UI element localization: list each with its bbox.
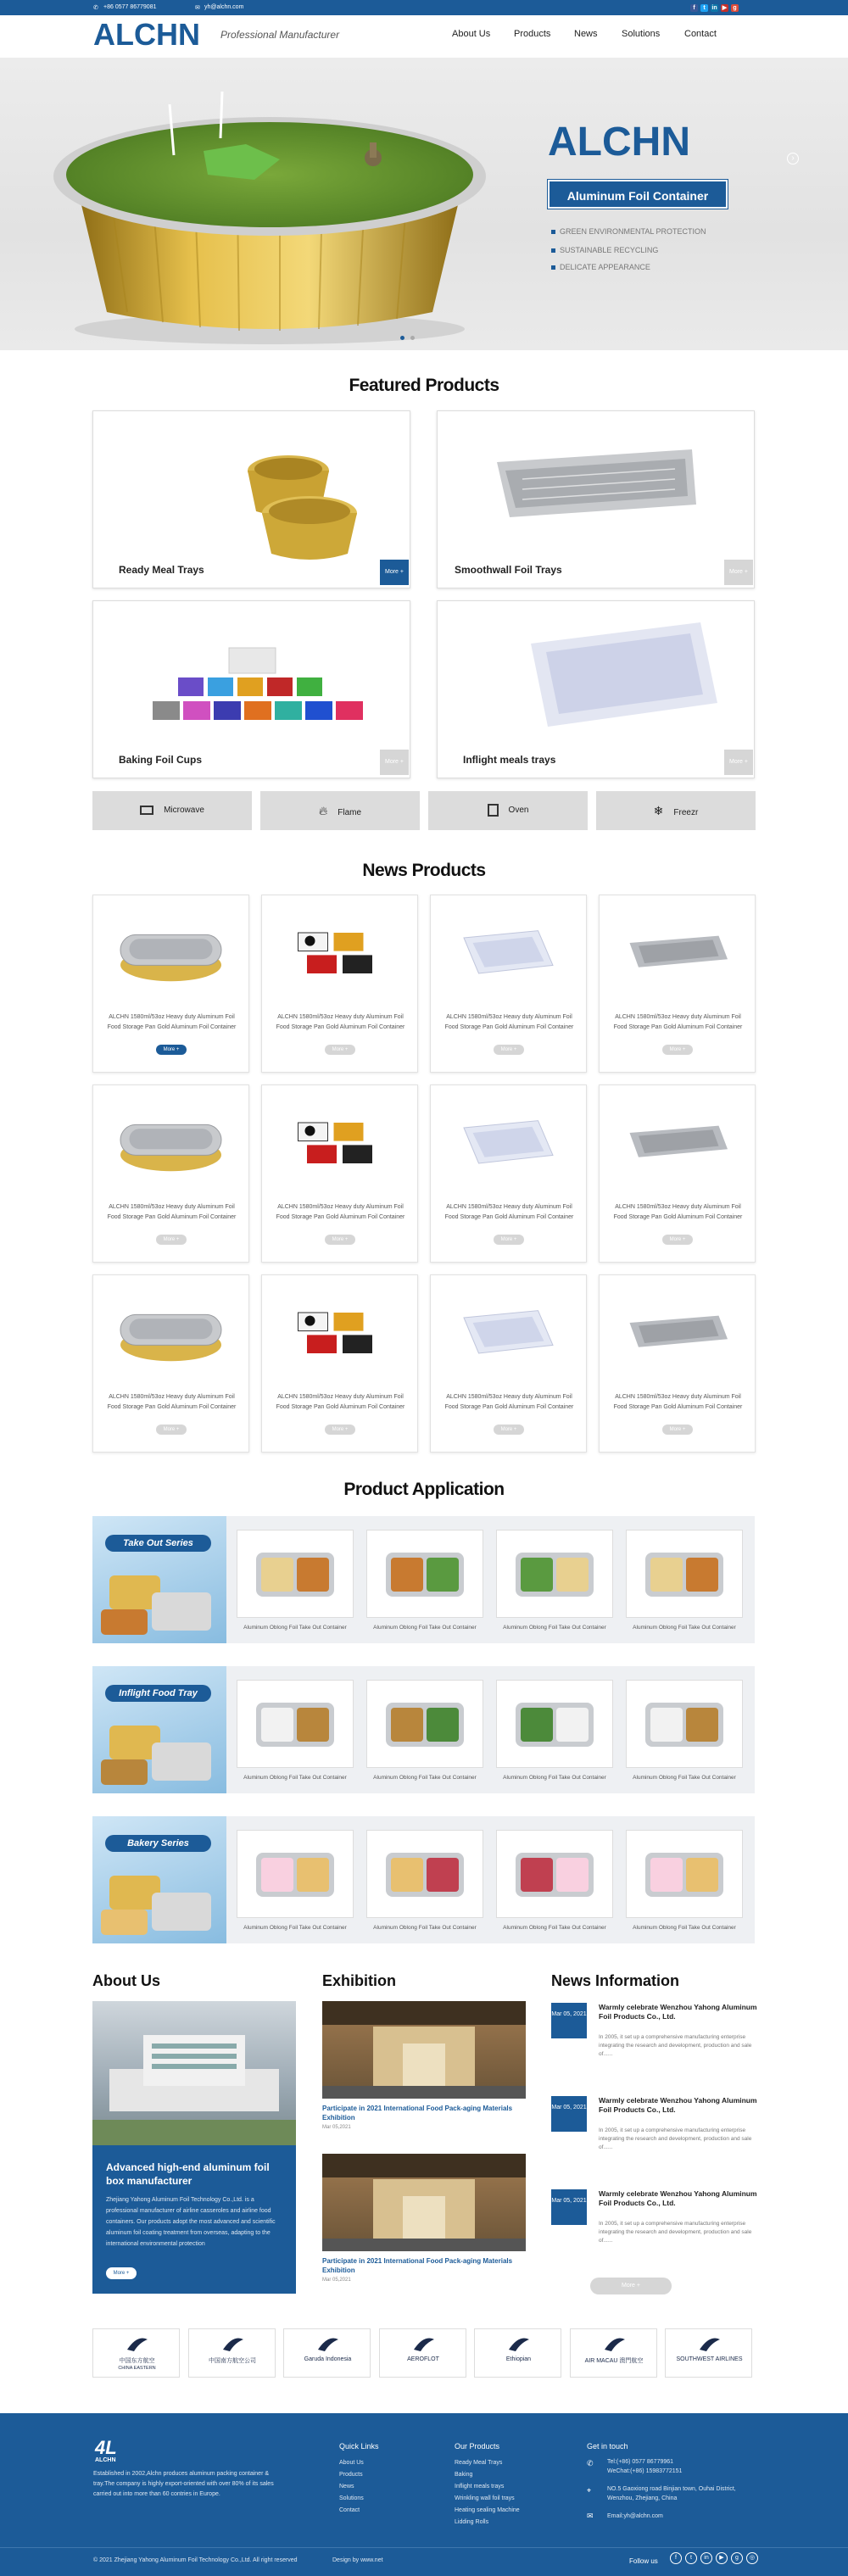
bullet-dot (551, 230, 555, 234)
news-date-badge: Mar 05, 2021 (551, 2003, 587, 2038)
feature-label: Oven (508, 806, 529, 815)
product-image (97, 902, 245, 1004)
news-summary: In 2005, it set up a comprehensive manufacturing enterprise integrating the research and development, production and sale of...... (599, 2034, 752, 2057)
gold-tray-image (93, 411, 410, 588)
exhibition-hall-image (322, 2154, 526, 2251)
location-icon: ⌖ (587, 2486, 592, 2495)
snowflake-icon: ❄ (653, 804, 664, 817)
application-thumb[interactable] (237, 1680, 354, 1768)
airline-logo-icon (603, 2334, 627, 2353)
product-caption: ALCHN 1580ml/53oz Heavy duty Aluminum Foil Food Storage Pan Gold Aluminum Foil Container (107, 1014, 237, 1030)
product-image (603, 1282, 751, 1384)
about-title: About Us (92, 1972, 160, 1989)
more-button[interactable]: More + (724, 750, 753, 775)
feature-oven[interactable] (428, 791, 588, 830)
product-caption: ALCHN 1580ml/53oz Heavy duty Aluminum Foil Food Storage Pan Gold Aluminum Foil Container (276, 1394, 405, 1410)
application-caption: Aluminum Oblong Foil Take Out Container (373, 1925, 477, 1931)
copyright: © 2021 Zhejiang Yahong Aluminum Foil Technology Co.,Ltd. All right reserved (93, 2557, 298, 2563)
instagram-icon[interactable]: ◎ (746, 2552, 758, 2564)
product-label: Inflight meals trays (463, 754, 556, 766)
product-card[interactable] (430, 1274, 587, 1452)
facebook-icon[interactable]: f (670, 2552, 682, 2564)
nav-solutions[interactable]: Solutions (622, 29, 661, 39)
factory-building-image (92, 2001, 296, 2145)
about-text: Zhejiang Yahong Aluminum Foil Technology Co.,Ltd. is a professional manufacturer of airline casseroles and airline food containers. Our products adopt the most advanced and scientific aluminum foil coating treatment from overseas, adapting to the international environmental protection (106, 2197, 276, 2247)
product-caption: ALCHN 1580ml/53oz Heavy duty Aluminum Foil Food Storage Pan Gold Aluminum Foil Container (107, 1394, 237, 1410)
more-button[interactable]: More + (662, 1045, 693, 1055)
top-email[interactable]: yh@alchn.com (204, 4, 244, 10)
application-thumb[interactable] (496, 1530, 613, 1618)
partner-logo[interactable] (570, 2328, 657, 2378)
footer-link[interactable]: Baking (455, 2472, 473, 2478)
top-bar (0, 0, 848, 15)
more-button[interactable]: More + (662, 1425, 693, 1435)
application-thumb[interactable] (366, 1530, 483, 1618)
quick-links-title: Quick Links (339, 2442, 379, 2451)
footer-logo[interactable]: ALCHN (95, 2457, 116, 2463)
product-image (97, 1092, 245, 1194)
banner-next-arrow[interactable]: › (787, 153, 799, 164)
application-thumb[interactable] (496, 1830, 613, 1918)
partner-name: Garuda Indonesia (304, 2356, 352, 2362)
twitter-icon[interactable]: t (700, 4, 708, 12)
application-caption: Aluminum Oblong Foil Take Out Container (243, 1625, 347, 1631)
news-products-title: News Products (362, 861, 486, 880)
follow-us: Follow us (629, 2557, 658, 2565)
news-headline[interactable]: Warmly celebrate Wenzhou Yahong Aluminum Foil Products Co., Ltd. (599, 2003, 757, 2021)
application-row (92, 1816, 755, 1943)
product-card[interactable] (92, 1274, 249, 1452)
product-card[interactable] (261, 895, 418, 1073)
top-phone: +86 0577 86779081 (103, 4, 157, 10)
more-button[interactable]: More + (380, 560, 409, 585)
partner-logo[interactable] (474, 2328, 561, 2378)
airline-logo-icon (221, 2334, 245, 2353)
application-caption: Aluminum Oblong Foil Take Out Container (503, 1925, 606, 1931)
exhibition-date-2: Mar 05,2021 (322, 2278, 351, 2283)
bullet-dot (551, 265, 555, 270)
facebook-icon[interactable]: f (690, 4, 698, 12)
our-products-title: Our Products (455, 2442, 500, 2451)
product-card[interactable] (599, 1274, 756, 1452)
more-button[interactable]: More + (325, 1425, 355, 1435)
product-caption: ALCHN 1580ml/53oz Heavy duty Aluminum Foil Food Storage Pan Gold Aluminum Foil Container (276, 1204, 405, 1220)
application-thumb[interactable] (237, 1830, 354, 1918)
application-caption: Aluminum Oblong Foil Take Out Container (503, 1625, 606, 1631)
news-date-badge: Mar 05, 2021 (551, 2189, 587, 2225)
product-card[interactable] (92, 895, 249, 1073)
more-button[interactable]: More + (494, 1045, 524, 1055)
about-building-image (92, 2001, 296, 2145)
footer-logo-mark: 4L (95, 2437, 117, 2458)
linkedin-icon[interactable]: in (700, 2552, 712, 2564)
product-card-baking-cups[interactable] (92, 600, 410, 778)
application-tag[interactable]: Inflight Food Tray (105, 1685, 211, 1702)
application-tag[interactable]: Bakery Series (105, 1835, 211, 1852)
featured-title: Featured Products (349, 376, 499, 395)
product-image (434, 902, 583, 1004)
news-info-title: News Information (551, 1972, 680, 1989)
about-panel (92, 2145, 296, 2294)
product-label: Baking Foil Cups (119, 754, 203, 766)
product-image (97, 1282, 245, 1384)
product-image (265, 1282, 414, 1384)
google-icon[interactable]: g (731, 2552, 743, 2564)
feature-label: Freezr (673, 808, 699, 817)
product-card[interactable] (599, 895, 756, 1073)
exhibition-caption-2[interactable]: Participate in 2021 International Food Pack-aging Materials Exhibition (322, 2257, 513, 2274)
exhibition-date-1: Mar 05,2021 (322, 2125, 351, 2130)
nav-about[interactable]: About Us (452, 29, 491, 39)
more-button[interactable]: More + (156, 1045, 187, 1055)
footer-address: NO.5 Gaoxiong road Binjian town, Ouhai District, Wenzhou, Zhejiang, China (607, 2486, 736, 2501)
product-caption: ALCHN 1580ml/53oz Heavy duty Aluminum Foil Food Storage Pan Gold Aluminum Foil Container (613, 1394, 743, 1410)
application-caption: Aluminum Oblong Foil Take Out Container (373, 1775, 477, 1781)
exhibition-caption-1[interactable]: Participate in 2021 International Food Pack-aging Materials Exhibition (322, 2105, 513, 2122)
footer-link[interactable]: Contact (339, 2507, 360, 2513)
product-caption: ALCHN 1580ml/53oz Heavy duty Aluminum Foil Food Storage Pan Gold Aluminum Foil Container (444, 1204, 574, 1220)
linkedin-icon[interactable]: in (711, 5, 717, 11)
product-label: Ready Meal Trays (119, 564, 204, 576)
product-image (603, 1092, 751, 1194)
slider-dot-2[interactable] (410, 336, 415, 340)
news-summary: In 2005, it set up a comprehensive manufacturing enterprise integrating the research and development, production and sale of...... (599, 2127, 752, 2150)
partner-name: Ethiopian (505, 2356, 532, 2362)
mail-icon: ✉ (195, 5, 200, 11)
application-tag[interactable]: Take Out Series (105, 1535, 211, 1552)
more-button[interactable]: More + (724, 560, 753, 585)
product-caption: ALCHN 1580ml/53oz Heavy duty Aluminum Foil Food Storage Pan Gold Aluminum Foil Container (276, 1014, 405, 1030)
footer-link[interactable]: News (339, 2484, 354, 2490)
silver-tray-image (438, 411, 754, 588)
footer-link[interactable]: Products (339, 2472, 363, 2478)
youtube-icon[interactable]: ▶ (716, 2552, 728, 2564)
footer-link[interactable]: About Us (339, 2460, 364, 2466)
application-thumb[interactable] (626, 1830, 743, 1918)
product-image (434, 1282, 583, 1384)
application-caption: Aluminum Oblong Foil Take Out Container (503, 1775, 606, 1781)
product-image (265, 1092, 414, 1194)
phone-icon: ✆ (93, 5, 98, 11)
application-caption: Aluminum Oblong Foil Take Out Container (633, 1775, 736, 1781)
more-button[interactable]: More + (156, 1235, 187, 1245)
site-logo[interactable]: ALCHN (93, 17, 200, 52)
partner-name: SOUTHWEST AIRLINES (676, 2356, 743, 2362)
banner-button[interactable]: Aluminum Foil Container (548, 180, 728, 209)
about-more-button[interactable]: More + (106, 2267, 137, 2279)
youtube-icon[interactable]: ▶ (722, 5, 728, 11)
feature-flame[interactable] (260, 791, 420, 830)
footer-tel: Tel:(+86) 0577 86779961 (607, 2459, 674, 2465)
airline-logo-icon (698, 2334, 722, 2353)
footer-link[interactable]: Wrinkling wall foil trays (455, 2495, 515, 2501)
design-credit: Design by www.net (332, 2557, 383, 2563)
product-card-ready-meal[interactable] (92, 410, 410, 588)
product-caption: ALCHN 1580ml/53oz Heavy duty Aluminum Foil Food Storage Pan Gold Aluminum Foil Container (444, 1394, 574, 1410)
footer-link[interactable]: Inflight meals trays (455, 2484, 505, 2490)
product-image (265, 902, 414, 1004)
more-button[interactable]: More + (494, 1425, 524, 1435)
nav-news[interactable]: News (574, 29, 598, 39)
airline-logo-icon (507, 2334, 531, 2353)
banner-title: ALCHN (548, 120, 690, 164)
partner-name: 中国东方航空 (119, 2358, 155, 2364)
news-headline[interactable]: Warmly celebrate Wenzhou Yahong Aluminum Foil Products Co., Ltd. (599, 2096, 757, 2114)
product-caption: ALCHN 1580ml/53oz Heavy duty Aluminum Foil Food Storage Pan Gold Aluminum Foil Container (613, 1014, 743, 1030)
feature-label: Microwave (164, 806, 204, 815)
application-caption: Aluminum Oblong Foil Take Out Container (633, 1625, 736, 1631)
news-headline[interactable]: Warmly celebrate Wenzhou Yahong Aluminum Foil Products Co., Ltd. (599, 2189, 757, 2207)
more-button[interactable]: More + (156, 1425, 187, 1435)
footer (0, 2413, 848, 2576)
google-icon[interactable]: g (731, 4, 739, 12)
airline-logo-icon (316, 2334, 340, 2353)
application-thumb[interactable] (626, 1530, 743, 1618)
partner-logo[interactable] (188, 2328, 276, 2378)
exhibition-hall-image (322, 2001, 526, 2099)
colorful-cups-image (93, 601, 410, 778)
product-card[interactable] (261, 1084, 418, 1263)
twitter-icon[interactable]: t (685, 2552, 697, 2564)
application-thumb[interactable] (237, 1530, 354, 1618)
airline-logo-icon (412, 2334, 436, 2353)
news-date-badge: Mar 05, 2021 (551, 2096, 587, 2132)
application-caption: Aluminum Oblong Foil Take Out Container (243, 1925, 347, 1931)
product-card[interactable] (92, 1084, 249, 1263)
more-button[interactable]: More + (325, 1045, 355, 1055)
application-thumb[interactable] (626, 1680, 743, 1768)
partner-logo[interactable] (379, 2328, 466, 2378)
phone-icon: ✆ (587, 2459, 594, 2467)
application-thumb[interactable] (366, 1830, 483, 1918)
partner-logo[interactable] (283, 2328, 371, 2378)
footer-divider (0, 2547, 848, 2548)
quick-links (339, 2457, 364, 2517)
exhibition-image-2[interactable] (322, 2154, 526, 2251)
tagline: Professional Manufacturer (220, 29, 340, 41)
feature-microwave[interactable] (92, 791, 252, 830)
partner-logo[interactable] (92, 2328, 180, 2378)
news-more-button[interactable]: More + (590, 2278, 672, 2294)
partner-logo[interactable] (665, 2328, 752, 2378)
product-label: Smoothwall Foil Trays (455, 564, 562, 576)
banner-bullet-2: SUSTAINABLE RECYCLING (560, 246, 659, 254)
footer-link[interactable]: Lidding Rolls (455, 2519, 489, 2525)
more-button[interactable]: More + (662, 1235, 693, 1245)
application-caption: Aluminum Oblong Foil Take Out Container (373, 1625, 477, 1631)
footer-products (455, 2457, 520, 2529)
application-thumb[interactable] (366, 1680, 483, 1768)
slider-dot-1[interactable] (400, 336, 404, 340)
mail-icon: ✉ (587, 2512, 594, 2520)
bullet-dot (551, 248, 555, 253)
footer-about: Established in 2002,Alchn produces aluminum packing container & tray.The company is highly export-oriented with over 80% of its sales carried out into more than 60 contries in Europe. (93, 2471, 274, 2497)
product-caption: ALCHN 1580ml/53oz Heavy duty Aluminum Foil Food Storage Pan Gold Aluminum Foil Container (444, 1014, 574, 1030)
oven-icon (488, 804, 499, 817)
partner-name: AIR MACAU 澳門航空 (584, 2358, 644, 2364)
application-row (92, 1666, 755, 1793)
about-heading: Advanced high-end aluminum foil box manufacturer (106, 2161, 270, 2187)
more-button[interactable]: More + (380, 750, 409, 775)
nav-contact[interactable]: Contact (684, 29, 717, 39)
partner-name: AEROFLOT (407, 2356, 439, 2362)
airline-logo-icon (126, 2334, 149, 2353)
product-image (603, 902, 751, 1004)
more-button[interactable]: More + (325, 1235, 355, 1245)
application-thumb[interactable] (496, 1680, 613, 1768)
product-card[interactable] (430, 895, 587, 1073)
banner-bullet-1: GREEN ENVIRONMENTAL PROTECTION (560, 227, 706, 236)
nav-products[interactable]: Products (514, 29, 551, 39)
product-card-inflight[interactable] (437, 600, 755, 778)
exhibition-title: Exhibition (322, 1972, 396, 1989)
exhibition-image-1[interactable] (322, 2001, 526, 2099)
partner-subtitle: CHINA EASTERN (118, 2366, 156, 2371)
get-in-touch-title: Get in touch (587, 2442, 628, 2451)
product-caption: ALCHN 1580ml/53oz Heavy duty Aluminum Foil Food Storage Pan Gold Aluminum Foil Container (107, 1204, 237, 1220)
footer-email[interactable]: Email:yh@alchn.com (607, 2513, 663, 2519)
news-summary: In 2005, it set up a comprehensive manufacturing enterprise integrating the research and development, production and sale of...... (599, 2221, 752, 2244)
banner-bullet-3: DELICATE APPEARANCE (560, 263, 650, 271)
flame-icon: 🔥︎ (318, 804, 328, 817)
footer-link[interactable]: Heating sealing Machine (455, 2507, 520, 2513)
application-title: Product Application (343, 1480, 505, 1499)
product-card[interactable] (430, 1084, 587, 1263)
white-tray-image (438, 601, 754, 778)
footer-link[interactable]: Ready Meal Trays (455, 2460, 503, 2466)
product-card[interactable] (599, 1084, 756, 1263)
application-caption: Aluminum Oblong Foil Take Out Container (633, 1925, 736, 1931)
microwave-icon (140, 806, 153, 815)
footer-wechat: WeChat:(+86) 15983772151 (607, 2468, 683, 2474)
footer-link[interactable]: Solutions (339, 2495, 364, 2501)
feature-freezer[interactable] (596, 791, 756, 830)
application-caption: Aluminum Oblong Foil Take Out Container (243, 1775, 347, 1781)
partner-name: 中国南方航空公司 (209, 2358, 256, 2364)
feature-label: Flame (338, 808, 362, 817)
product-image (434, 1092, 583, 1194)
product-card-smoothwall[interactable] (437, 410, 755, 588)
product-card[interactable] (261, 1274, 418, 1452)
application-row (92, 1516, 755, 1643)
more-button[interactable]: More + (494, 1235, 524, 1245)
product-caption: ALCHN 1580ml/53oz Heavy duty Aluminum Foil Food Storage Pan Gold Aluminum Foil Container (613, 1204, 743, 1220)
